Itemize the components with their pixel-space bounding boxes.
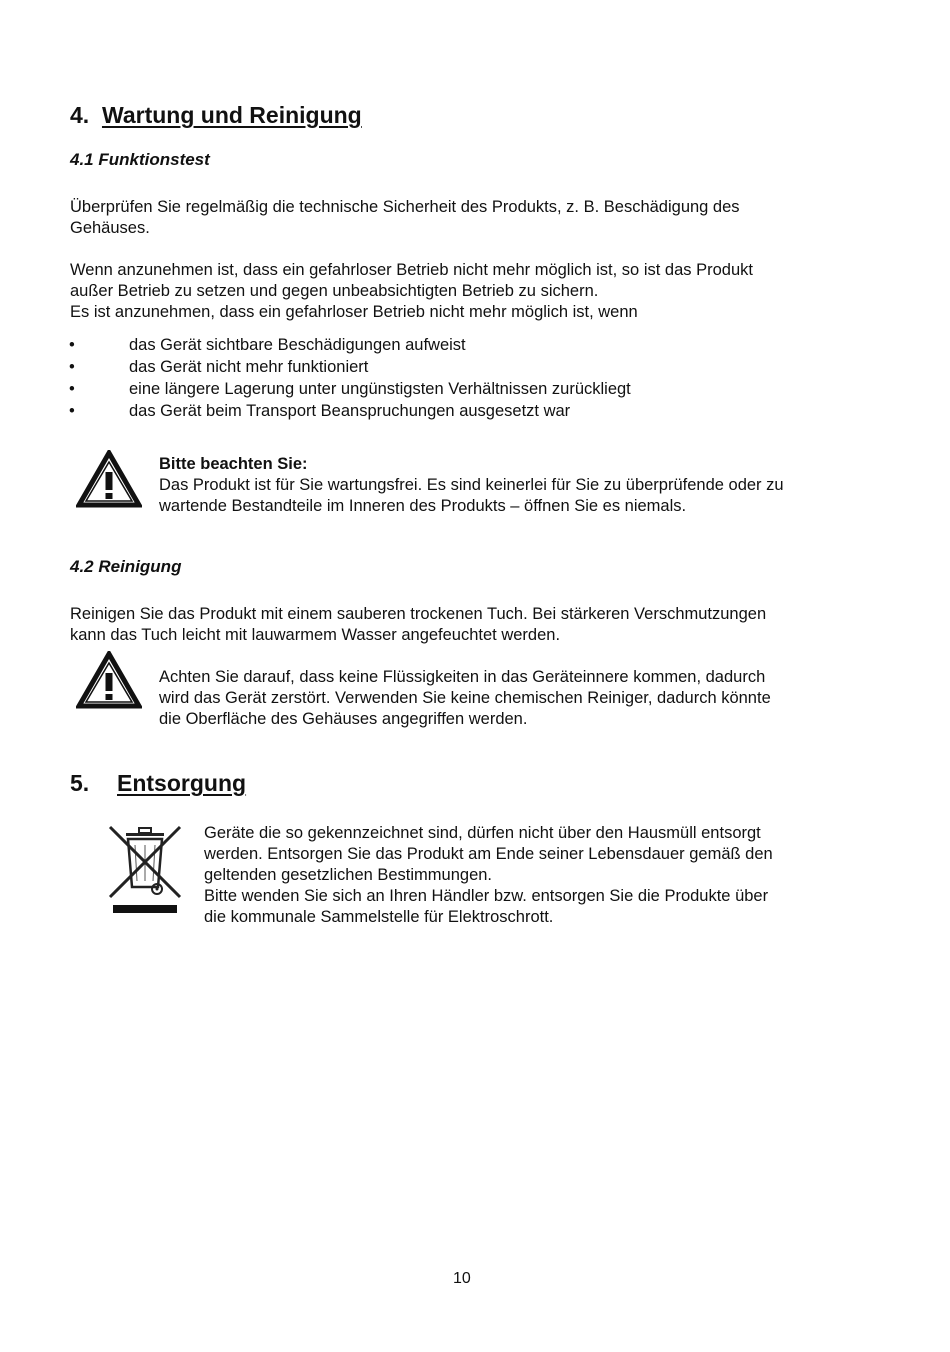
- text-line: Achten Sie darauf, dass keine Flüssigkeiten in das Geräteinnere kommen, dadurch: [159, 668, 766, 686]
- list-item: [69, 400, 631, 422]
- text-line: Wenn anzunehmen ist, dass ein gefahrloser Betrieb nicht mehr möglich ist, so ist das Produkt: [70, 261, 753, 279]
- disposal-text: [204, 823, 773, 928]
- section-title: Entsorgung: [117, 770, 247, 796]
- list-item-text: das Gerät nicht mehr funktioniert: [129, 358, 369, 376]
- paragraph-unsafe-operation: [70, 260, 753, 323]
- text-line: Gehäuses.: [70, 219, 150, 237]
- subsection-4-2-heading: 4.2 Reinigung: [70, 557, 182, 576]
- text-line: außer Betrieb zu setzen und gegen unbeabsichtigten Betrieb zu sichern.: [70, 282, 599, 300]
- text-line: Bitte wenden Sie sich an Ihren Händler bzw. entsorgen Sie die Produkte über: [204, 887, 769, 905]
- list-item: [69, 356, 631, 378]
- text-line: geltenden gesetzlichen Bestimmungen.: [204, 866, 493, 884]
- subsection-4-1-heading: 4.1 Funktionstest: [70, 150, 210, 169]
- bullet-list: [69, 334, 631, 422]
- text-line: Das Produkt ist für Sie wartungsfrei. Es sind keinerlei für Sie zu überprüfende oder zu: [159, 476, 784, 494]
- bullet-symbol: •: [69, 358, 75, 376]
- list-item: [69, 378, 631, 400]
- section-title: Wartung und Reinigung: [101, 102, 362, 128]
- list-item: [69, 334, 631, 356]
- text-line: die kommunale Sammelstelle für Elektroschrott.: [204, 908, 554, 926]
- warning-triangle-icon: [76, 450, 142, 508]
- paragraph-cleaning: [70, 604, 766, 646]
- text-line: wird das Gerät zerstört. Verwenden Sie keine chemischen Reiniger, dadurch könnte: [159, 689, 771, 707]
- crossed-out-wheelie-bin-icon: [104, 823, 186, 915]
- list-item-text: eine längere Lagerung unter ungünstigsten Verhältnissen zurückliegt: [129, 380, 631, 398]
- warning-triangle-icon: [76, 651, 142, 709]
- bullet-symbol: •: [69, 336, 75, 354]
- bullet-symbol: •: [69, 380, 75, 398]
- warning-heading: Bitte beachten Sie:: [159, 455, 308, 473]
- section-number: 4.: [70, 102, 90, 128]
- text-line: die Oberfläche des Gehäuses angegriffen werden.: [159, 710, 528, 728]
- list-item-text: das Gerät sichtbare Beschädigungen aufweist: [129, 336, 466, 354]
- list-item-text: das Gerät beim Transport Beanspruchungen ausgesetzt war: [129, 402, 571, 420]
- paragraph-safety-check: [70, 197, 740, 239]
- page-number: 10: [453, 1270, 471, 1287]
- text-line: kann das Tuch leicht mit lauwarmem Wasser angefeuchtet werden.: [70, 626, 561, 644]
- section-number: 5.: [70, 770, 90, 796]
- text-line: Geräte die so gekennzeichnet sind, dürfen nicht über den Hausmüll entsorgt: [204, 824, 761, 842]
- section-5-heading: [70, 770, 246, 797]
- warning-note-1: [159, 454, 784, 517]
- text-line: werden. Entsorgen Sie das Produkt am Ende seiner Lebensdauer gemäß den: [204, 845, 773, 863]
- text-line: wartende Bestandteile im Inneren des Produkts – öffnen Sie es niemals.: [159, 497, 687, 515]
- warning-note-2: [159, 667, 771, 730]
- section-4-heading: [70, 102, 362, 129]
- text-line: Überprüfen Sie regelmäßig die technische Sicherheit des Produkts, z. B. Beschädigung des: [70, 198, 740, 216]
- text-line: Es ist anzunehmen, dass ein gefahrloser Betrieb nicht mehr möglich ist, wenn: [70, 303, 638, 321]
- bullet-symbol: •: [69, 402, 75, 420]
- text-line: Reinigen Sie das Produkt mit einem sauberen trockenen Tuch. Bei stärkeren Verschmutzungen: [70, 605, 767, 623]
